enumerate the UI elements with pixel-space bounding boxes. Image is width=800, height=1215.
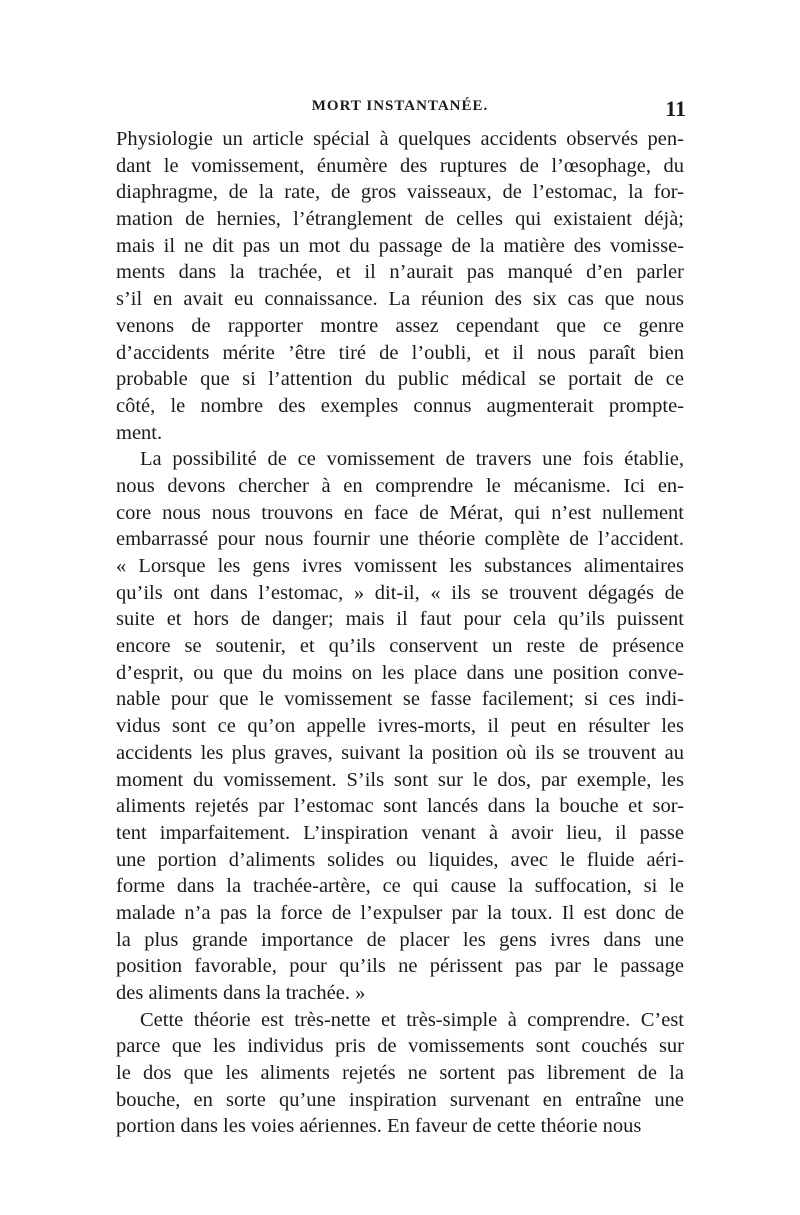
text-line: Physiologie un article spécial à quelques accidents observés pen- [116, 128, 684, 150]
text-line: mation de hernies, l’étranglement de celles qui existaient déjà; [116, 208, 684, 231]
text-line: tent imparfaitement. L’inspiration venant à avoir lieu, il passe [116, 821, 684, 844]
text-line: d’esprit, ou que du moins on les place dans une position conve- [116, 661, 684, 684]
text-line: parce que les individus pris de vomissements sont couchés sur [116, 1035, 684, 1058]
text-line: le dos que les aliments rejetés ne sortent pas librement de la [116, 1062, 684, 1085]
text-line: probable que si l’attention du public médical se portait de ce [116, 368, 684, 391]
paragraph [116, 1007, 684, 1140]
text-line: aliments rejetés par l’estomac sont lancés dans la bouche et sor- [116, 795, 684, 818]
text-line: dant le vomissement, énumère des ruptures de l’œsophage, du [116, 154, 684, 177]
text-line: ment. [116, 421, 163, 444]
text-line: embarrassé pour nous fournir une théorie complète de l’accident. [116, 528, 684, 551]
text-line: des aliments dans la trachée. » [116, 982, 366, 1004]
text-line: nable pour que le vomissement se fasse facilement; si ces indi- [116, 688, 684, 711]
text-line: suite et hors de danger; mais il faut pour cela qu’ils puissent [116, 608, 684, 631]
text-line: portion dans les voies aériennes. En faveur de cette théorie nous [116, 1115, 642, 1138]
text-line: ments dans la trachée, et il n’aurait pas manqué d’en parler [116, 261, 684, 284]
text-line: nous devons chercher à en comprendre le mécanisme. Ici en- [116, 474, 684, 497]
text-line: « Lorsque les gens ivres vomissent les substances alimentaires [116, 555, 684, 577]
text-line: forme dans la trachée-artère, ce qui cause la suffocation, si le [116, 875, 684, 898]
text-line: côté, le nombre des exemples connus augmenterait prompte- [116, 394, 684, 417]
text-line: une portion d’aliments solides ou liquides, avec le fluide aéri- [116, 848, 684, 871]
text-line: Cette théorie est très-nette et très-simple à comprendre. C’est [140, 1008, 684, 1031]
text-line: accidents les plus graves, suivant la position où ils se trouvent au [116, 741, 684, 764]
text-line: s’il en avait eu connaissance. La réunion des six cas que nous [116, 288, 684, 311]
text-line: moment du vomissement. S’ils sont sur le dos, par exemple, les [116, 768, 684, 791]
text-line: venons de rapporter montre assez cependant que ce genre [116, 314, 684, 337]
text-line: mais il ne dit pas un mot du passage de la matière des vomisse- [116, 234, 684, 257]
text-line: vidus sont ce qu’on appelle ivres-morts, il peut en résulter les [116, 715, 684, 738]
running-head [116, 96, 684, 122]
text-line: encore se soutenir, et qu’ils conservent un reste de présence [116, 635, 684, 658]
text-line: bouche, en sorte qu’une inspiration survenant en entraîne une [116, 1088, 684, 1111]
body-text [116, 126, 684, 1140]
text-line: qu’ils ont dans l’estomac, » dit-il, « ils se trouvent dégagés de [116, 581, 684, 604]
text-line: d’accidents mérite ’être tiré de l’oubli, et il nous paraît bien [116, 341, 684, 364]
text-line: diaphragme, de la rate, de gros vaisseaux, de l’estomac, la for- [116, 181, 684, 204]
running-title: MORT INSTANTANÉE. [311, 98, 489, 114]
paragraph [116, 126, 684, 446]
text-line: la plus grande importance de placer les gens ivres dans une [116, 928, 684, 951]
paragraph [116, 446, 684, 1006]
text-line: position favorable, pour qu’ils ne périssent pas par le passage [116, 955, 684, 978]
text-line: malade n’a pas la force de l’expulser par la toux. Il est donc de [116, 901, 684, 924]
page-number: 11 [665, 96, 686, 121]
text-line: core nous nous trouvons en face de Mérat, qui n’est nullement [116, 501, 684, 524]
text-line: La possibilité de ce vomissement de travers une fois établie, [140, 448, 684, 471]
